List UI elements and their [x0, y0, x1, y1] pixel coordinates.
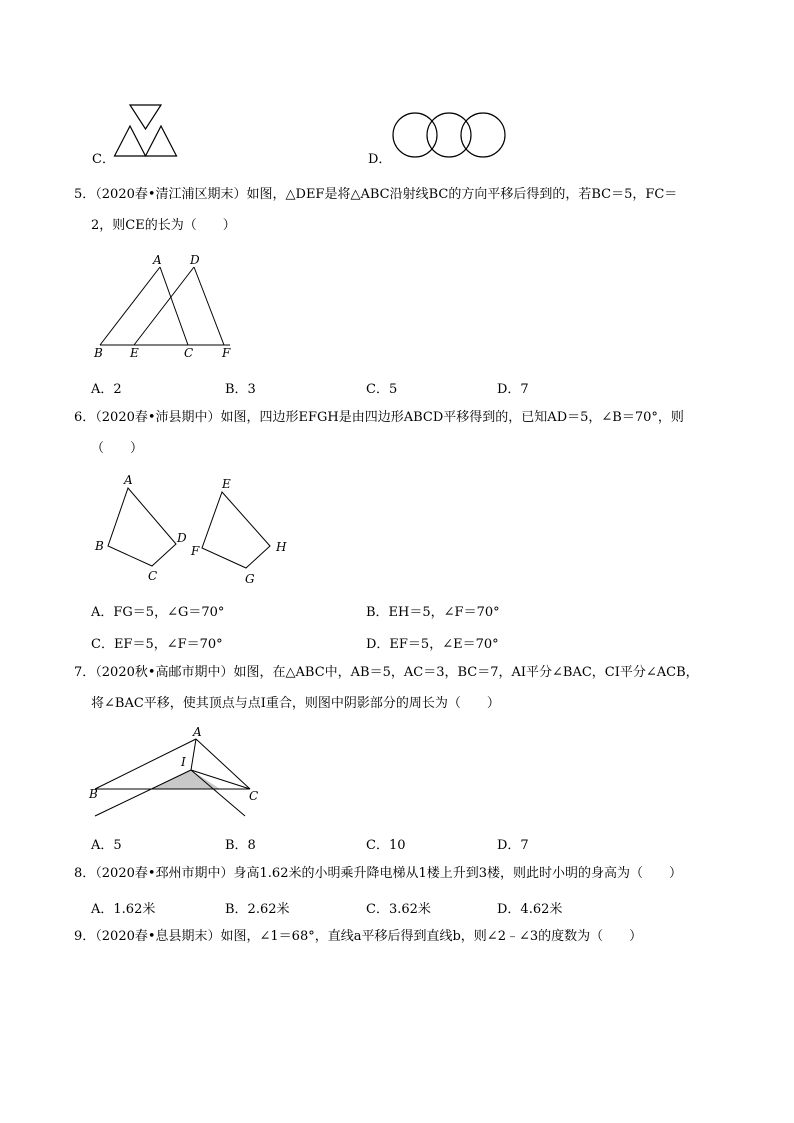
q4-option-d: D． — [368, 152, 392, 167]
q7-figure — [85, 722, 275, 822]
q4-option-c: C． — [92, 152, 115, 167]
q6-figure — [90, 470, 300, 590]
q6-option-d: D．EF＝5，∠E＝70° — [366, 637, 499, 652]
q5-option-a: A．2 — [91, 382, 122, 397]
q7-label-b: B — [89, 787, 98, 801]
q5-stem-line1: 5．（2020春•清江浦区期末）如图，△DEF是将△ABC沿射线BC的方向平移后得到的，若BC＝5，FC＝ — [74, 187, 678, 202]
q7-option-d: D．7 — [497, 838, 529, 853]
q8-option-c: C．3.62米 — [366, 902, 431, 917]
q7-label-c: C — [249, 789, 259, 803]
q5-label-b: B — [94, 346, 103, 360]
q6-label-c: C — [148, 569, 158, 583]
q7-option-a: A．5 — [91, 838, 122, 853]
q9-stem-line1: 9．（2020春•息县期末）如图，∠1＝68°，直线a平移后得到直线b，则∠2﹣∠3的度数为（ ） — [74, 929, 643, 944]
q4-figure-d-circles — [390, 110, 510, 162]
q5-option-b: B．3 — [225, 382, 256, 397]
q5-option-d: D．7 — [497, 382, 529, 397]
q5-figure — [90, 250, 240, 360]
q5-label-e: E — [130, 346, 139, 360]
q6-label-b: B — [95, 539, 104, 553]
q6-label-h: H — [276, 540, 287, 554]
q6-label-g: G — [245, 572, 255, 586]
q7-label-i: I — [181, 755, 186, 769]
q6-stem-line1: 6．（2020春•沛县期中）如图，四边形EFGH是由四边形ABCD平移得到的，已知AD＝5，∠B＝70°，则 — [74, 410, 684, 425]
q6-label-d: D — [177, 531, 187, 545]
q7-stem-line2: 将∠BAC平移，使其顶点与点I重合，则图中阴影部分的周长为（ ） — [91, 696, 500, 711]
q6-label-f: F — [191, 544, 200, 558]
q6-option-a: A．FG＝5，∠G＝70° — [91, 605, 225, 620]
q6-label-e: E — [222, 477, 231, 491]
q5-label-c: C — [184, 346, 194, 360]
q5-stem-line2: 2，则CE的长为（ ） — [91, 218, 236, 233]
q6-stem-line2: （ ） — [91, 441, 144, 456]
q6-option-b: B．EH＝5，∠F＝70° — [366, 605, 500, 620]
q6-option-c: C．EF＝5，∠F＝70° — [91, 637, 223, 652]
q5-label-d: D — [190, 253, 200, 267]
q7-label-a: A — [193, 725, 202, 739]
q7-stem-line1: 7．（2020秋•高邮市期中）如图，在△ABC中，AB＝5，AC＝3，BC＝7，AI平分∠BAC，CI平分∠ACB， — [74, 665, 699, 680]
q5-option-c: C．5 — [366, 382, 398, 397]
q8-option-a: A．1.62米 — [91, 902, 156, 917]
q5-label-a: A — [153, 253, 162, 267]
q8-option-b: B．2.62米 — [225, 902, 290, 917]
q7-option-c: C．10 — [366, 838, 406, 853]
q4-figure-c-triangles — [112, 103, 187, 163]
q5-label-f: F — [222, 346, 231, 360]
q8-stem-line1: 8．（2020春•邳州市期中）身高1.62米的小明乘升降电梯从1楼上升到3楼，则此时小明的身高为（ ） — [74, 866, 683, 881]
q7-option-b: B．8 — [225, 838, 256, 853]
q6-label-a: A — [124, 473, 133, 487]
q8-option-d: D．4.62米 — [497, 902, 563, 917]
